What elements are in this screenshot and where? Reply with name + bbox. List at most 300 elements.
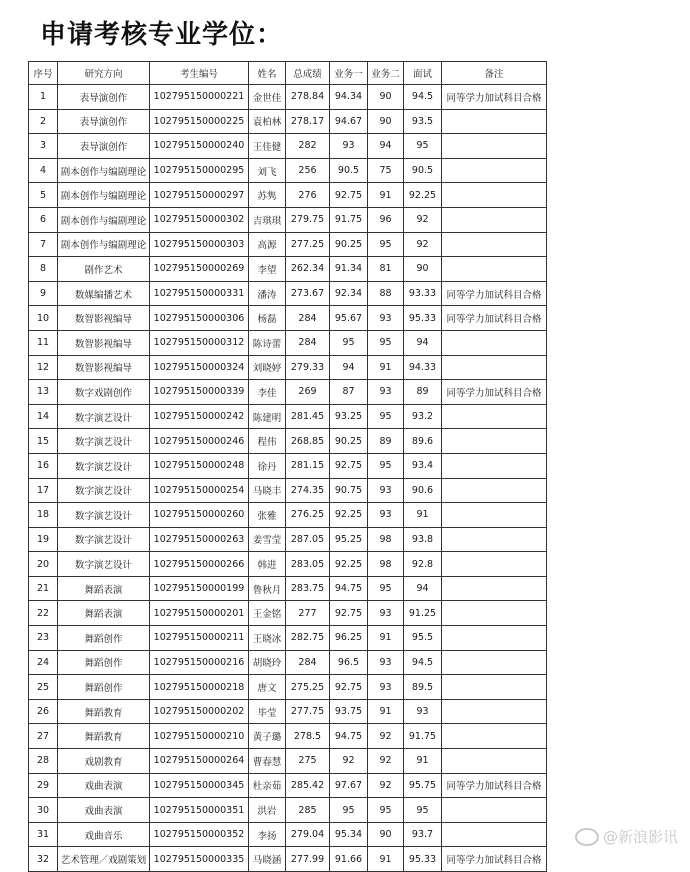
cell-candidate-id: 102795150000303: [150, 232, 249, 257]
table-row: [29, 306, 547, 331]
cell-total-score: 284: [286, 330, 330, 355]
header-remark: 备注: [442, 62, 547, 85]
header-name: 姓名: [249, 62, 286, 85]
cell-name: 徐丹: [249, 453, 286, 478]
watermark: [575, 826, 678, 847]
cell-remark: 同等学力加试科目合格: [442, 306, 547, 331]
cell-total-score: 281.45: [286, 404, 330, 429]
cell-total-score: 277.99: [286, 847, 330, 872]
cell-total-score: 284: [286, 306, 330, 331]
cell-total-score: 273.67: [286, 281, 330, 306]
cell-direction: 艺术管理／戏剧策划: [58, 847, 150, 872]
cell-index: 11: [29, 330, 58, 355]
cell-index: 27: [29, 724, 58, 749]
cell-remark: 同等学力加试科目合格: [442, 847, 547, 872]
cell-candidate-id: 102795150000324: [150, 355, 249, 380]
cell-interview: 93.7: [404, 822, 442, 847]
cell-remark: 同等学力加试科目合格: [442, 380, 547, 405]
cell-direction: 剧本创作与编剧理论: [58, 158, 150, 183]
cell-interview: 93.5: [404, 109, 442, 134]
cell-subject-one: 90.25: [330, 429, 368, 454]
cell-subject-one: 91.75: [330, 207, 368, 232]
cell-direction: 剧本创作与编剧理论: [58, 207, 150, 232]
cell-name: 李扬: [249, 822, 286, 847]
cell-remark: [442, 699, 547, 724]
cell-index: 12: [29, 355, 58, 380]
table-row: [29, 749, 547, 774]
cell-subject-two: 96: [368, 207, 404, 232]
cell-name: 曹春慧: [249, 749, 286, 774]
cell-subject-two: 90: [368, 109, 404, 134]
cell-candidate-id: 102795150000335: [150, 847, 249, 872]
cell-subject-two: 91: [368, 699, 404, 724]
cell-interview: 91.25: [404, 601, 442, 626]
cell-candidate-id: 102795150000266: [150, 552, 249, 577]
cell-subject-two: 93: [368, 306, 404, 331]
cell-total-score: 285.42: [286, 773, 330, 798]
cell-subject-two: 95: [368, 404, 404, 429]
cell-index: 14: [29, 404, 58, 429]
cell-interview: 92.8: [404, 552, 442, 577]
cell-subject-two: 93: [368, 503, 404, 528]
cell-subject-one: 92.34: [330, 281, 368, 306]
cell-subject-two: 92: [368, 773, 404, 798]
cell-interview: 94: [404, 576, 442, 601]
cell-name: 张雅: [249, 503, 286, 528]
cell-candidate-id: 102795150000339: [150, 380, 249, 405]
cell-interview: 93: [404, 699, 442, 724]
cell-index: 5: [29, 183, 58, 208]
cell-subject-two: 93: [368, 478, 404, 503]
cell-interview: 91: [404, 749, 442, 774]
cell-subject-one: 87: [330, 380, 368, 405]
cell-name: 胡晓玲: [249, 650, 286, 675]
table-row: [29, 109, 547, 134]
cell-total-score: 277.25: [286, 232, 330, 257]
cell-direction: 数智影视编导: [58, 355, 150, 380]
cell-candidate-id: 102795150000242: [150, 404, 249, 429]
table-row: [29, 798, 547, 823]
cell-index: 13: [29, 380, 58, 405]
cell-total-score: 283.75: [286, 576, 330, 601]
cell-total-score: 276: [286, 183, 330, 208]
cell-subject-two: 81: [368, 257, 404, 282]
header-subject-one: 业务一: [330, 62, 368, 85]
cell-name: 程伟: [249, 429, 286, 454]
cell-interview: 92: [404, 232, 442, 257]
cell-interview: 95.75: [404, 773, 442, 798]
cell-remark: [442, 207, 547, 232]
cell-candidate-id: 102795150000352: [150, 822, 249, 847]
cell-subject-one: 94.75: [330, 724, 368, 749]
cell-subject-one: 92: [330, 749, 368, 774]
cell-candidate-id: 102795150000211: [150, 626, 249, 651]
cell-candidate-id: 102795150000306: [150, 306, 249, 331]
cell-subject-one: 92.25: [330, 552, 368, 577]
cell-subject-two: 95: [368, 330, 404, 355]
cell-index: 4: [29, 158, 58, 183]
table-row: [29, 183, 547, 208]
cell-subject-one: 95.25: [330, 527, 368, 552]
cell-total-score: 262.34: [286, 257, 330, 282]
cell-subject-two: 93: [368, 675, 404, 700]
table-row: [29, 232, 547, 257]
cell-subject-one: 94.75: [330, 576, 368, 601]
cell-name: 黄子璐: [249, 724, 286, 749]
cell-interview: 92.25: [404, 183, 442, 208]
cell-name: 杨磊: [249, 306, 286, 331]
cell-interview: 95: [404, 134, 442, 159]
cell-interview: 93.2: [404, 404, 442, 429]
cell-total-score: 269: [286, 380, 330, 405]
cell-direction: 戏曲表演: [58, 773, 150, 798]
cell-subject-one: 97.67: [330, 773, 368, 798]
cell-direction: 舞蹈创作: [58, 675, 150, 700]
cell-remark: [442, 601, 547, 626]
cell-direction: 数智影视编导: [58, 330, 150, 355]
cell-subject-one: 95: [330, 330, 368, 355]
cell-interview: 95.33: [404, 847, 442, 872]
cell-total-score: 276.25: [286, 503, 330, 528]
cell-direction: 表导演创作: [58, 134, 150, 159]
cell-subject-one: 95.67: [330, 306, 368, 331]
cell-total-score: 279.04: [286, 822, 330, 847]
cell-candidate-id: 102795150000345: [150, 773, 249, 798]
cell-subject-two: 95: [368, 798, 404, 823]
cell-name: 潘涛: [249, 281, 286, 306]
cell-subject-two: 89: [368, 429, 404, 454]
cell-candidate-id: 102795150000295: [150, 158, 249, 183]
cell-index: 9: [29, 281, 58, 306]
cell-interview: 89.5: [404, 675, 442, 700]
table-row: [29, 699, 547, 724]
header-interview: 面试: [404, 62, 442, 85]
cell-remark: [442, 109, 547, 134]
cell-interview: 94: [404, 330, 442, 355]
cell-direction: 剧本创作与编剧理论: [58, 183, 150, 208]
cell-total-score: 275: [286, 749, 330, 774]
cell-remark: [442, 232, 547, 257]
cell-total-score: 282: [286, 134, 330, 159]
table-header-row: [29, 62, 547, 85]
cell-total-score: 278.84: [286, 85, 330, 110]
cell-candidate-id: 102795150000260: [150, 503, 249, 528]
cell-direction: 数智影视编导: [58, 306, 150, 331]
cell-candidate-id: 102795150000240: [150, 134, 249, 159]
cell-name: 高源: [249, 232, 286, 257]
cell-name: 毕莹: [249, 699, 286, 724]
cell-index: 7: [29, 232, 58, 257]
cell-subject-two: 95: [368, 576, 404, 601]
cell-subject-two: 93: [368, 601, 404, 626]
cell-subject-two: 95: [368, 232, 404, 257]
cell-index: 22: [29, 601, 58, 626]
table-row: [29, 822, 547, 847]
cell-direction: 舞蹈表演: [58, 576, 150, 601]
cell-total-score: 279.33: [286, 355, 330, 380]
cell-total-score: 256: [286, 158, 330, 183]
cell-index: 16: [29, 453, 58, 478]
cell-name: 王晓冰: [249, 626, 286, 651]
cell-name: 王佳健: [249, 134, 286, 159]
cell-subject-one: 92.25: [330, 503, 368, 528]
cell-candidate-id: 102795150000202: [150, 699, 249, 724]
cell-interview: 90.6: [404, 478, 442, 503]
header-index: 序号: [29, 62, 58, 85]
cell-remark: [442, 453, 547, 478]
header-subject-two: 业务二: [368, 62, 404, 85]
cell-remark: [442, 576, 547, 601]
cell-candidate-id: 102795150000297: [150, 183, 249, 208]
cell-candidate-id: 102795150000248: [150, 453, 249, 478]
table-row: [29, 404, 547, 429]
cell-remark: [442, 626, 547, 651]
cell-interview: 91.75: [404, 724, 442, 749]
cell-remark: [442, 822, 547, 847]
cell-total-score: 285: [286, 798, 330, 823]
cell-total-score: 274.35: [286, 478, 330, 503]
cell-name: 刘晓婷: [249, 355, 286, 380]
cell-name: 陈建明: [249, 404, 286, 429]
cell-total-score: 279.75: [286, 207, 330, 232]
cell-remark: [442, 355, 547, 380]
cell-direction: 数字演艺设计: [58, 478, 150, 503]
cell-candidate-id: 102795150000254: [150, 478, 249, 503]
cell-direction: 数字演艺设计: [58, 527, 150, 552]
cell-candidate-id: 102795150000221: [150, 85, 249, 110]
cell-interview: 90.5: [404, 158, 442, 183]
cell-interview: 95.33: [404, 306, 442, 331]
cell-subject-one: 90.5: [330, 158, 368, 183]
cell-name: 韩进: [249, 552, 286, 577]
cell-direction: 戏曲音乐: [58, 822, 150, 847]
table-row: [29, 330, 547, 355]
cell-direction: 舞蹈创作: [58, 626, 150, 651]
table-row: [29, 601, 547, 626]
table-row: [29, 134, 547, 159]
cell-index: 2: [29, 109, 58, 134]
cell-subject-one: 95: [330, 798, 368, 823]
cell-index: 8: [29, 257, 58, 282]
cell-name: 刘飞: [249, 158, 286, 183]
cell-remark: [442, 724, 547, 749]
cell-index: 31: [29, 822, 58, 847]
cell-interview: 93.33: [404, 281, 442, 306]
cell-total-score: 281.15: [286, 453, 330, 478]
cell-name: 苏隽: [249, 183, 286, 208]
cell-subject-one: 93.25: [330, 404, 368, 429]
table-row: [29, 626, 547, 651]
cell-index: 28: [29, 749, 58, 774]
table-row: [29, 281, 547, 306]
table-row: [29, 85, 547, 110]
cell-subject-two: 75: [368, 158, 404, 183]
cell-direction: 舞蹈创作: [58, 650, 150, 675]
cell-subject-one: 92.75: [330, 453, 368, 478]
cell-name: 吉琪琪: [249, 207, 286, 232]
cell-subject-two: 93: [368, 650, 404, 675]
cell-subject-one: 96.25: [330, 626, 368, 651]
cell-index: 6: [29, 207, 58, 232]
cell-subject-one: 90.25: [330, 232, 368, 257]
cell-interview: 90: [404, 257, 442, 282]
cell-index: 23: [29, 626, 58, 651]
weibo-logo-icon: [575, 828, 599, 846]
cell-subject-two: 92: [368, 749, 404, 774]
cell-total-score: 275.25: [286, 675, 330, 700]
cell-name: 鲁秋月: [249, 576, 286, 601]
cell-direction: 数字演艺设计: [58, 552, 150, 577]
cell-total-score: 268.85: [286, 429, 330, 454]
cell-candidate-id: 102795150000264: [150, 749, 249, 774]
cell-name: 马晓涵: [249, 847, 286, 872]
cell-candidate-id: 102795150000225: [150, 109, 249, 134]
cell-name: 李望: [249, 257, 286, 282]
cell-index: 29: [29, 773, 58, 798]
cell-direction: 数字戏剧创作: [58, 380, 150, 405]
cell-name: 袁柏林: [249, 109, 286, 134]
cell-subject-two: 90: [368, 85, 404, 110]
cell-remark: [442, 478, 547, 503]
cell-candidate-id: 102795150000312: [150, 330, 249, 355]
cell-direction: 数媒编播艺术: [58, 281, 150, 306]
cell-total-score: 277.75: [286, 699, 330, 724]
cell-remark: 同等学力加试科目合格: [442, 85, 547, 110]
cell-total-score: 277: [286, 601, 330, 626]
cell-index: 10: [29, 306, 58, 331]
cell-remark: [442, 749, 547, 774]
table-row: [29, 847, 547, 872]
cell-index: 20: [29, 552, 58, 577]
page-title: 申请考核专业学位：: [40, 20, 284, 50]
cell-interview: 93.8: [404, 527, 442, 552]
cell-remark: [442, 650, 547, 675]
cell-direction: 剧本创作与编剧理论: [58, 232, 150, 257]
cell-total-score: 284: [286, 650, 330, 675]
cell-remark: [442, 798, 547, 823]
cell-direction: 戏曲表演: [58, 798, 150, 823]
cell-direction: 表导演创作: [58, 109, 150, 134]
admission-table: [28, 61, 547, 872]
cell-subject-one: 93: [330, 134, 368, 159]
cell-subject-two: 91: [368, 183, 404, 208]
cell-remark: 同等学力加试科目合格: [442, 773, 547, 798]
cell-subject-two: 90: [368, 822, 404, 847]
cell-candidate-id: 102795150000351: [150, 798, 249, 823]
cell-subject-one: 92.75: [330, 183, 368, 208]
table-row: [29, 453, 547, 478]
cell-interview: 89: [404, 380, 442, 405]
cell-remark: [442, 503, 547, 528]
cell-index: 30: [29, 798, 58, 823]
cell-subject-two: 88: [368, 281, 404, 306]
cell-total-score: 278.5: [286, 724, 330, 749]
cell-index: 1: [29, 85, 58, 110]
cell-subject-two: 94: [368, 134, 404, 159]
cell-subject-two: 91: [368, 355, 404, 380]
cell-candidate-id: 102795150000218: [150, 675, 249, 700]
cell-index: 25: [29, 675, 58, 700]
cell-total-score: 283.05: [286, 552, 330, 577]
table-row: [29, 478, 547, 503]
cell-name: 李佳: [249, 380, 286, 405]
cell-subject-two: 98: [368, 552, 404, 577]
cell-subject-two: 91: [368, 626, 404, 651]
cell-name: 杜亲茹: [249, 773, 286, 798]
cell-direction: 数字演艺设计: [58, 453, 150, 478]
cell-remark: [442, 330, 547, 355]
table-row: [29, 724, 547, 749]
cell-subject-one: 93.75: [330, 699, 368, 724]
cell-total-score: 278.17: [286, 109, 330, 134]
cell-subject-one: 94.34: [330, 85, 368, 110]
cell-candidate-id: 102795150000199: [150, 576, 249, 601]
table-row: [29, 527, 547, 552]
cell-subject-one: 96.5: [330, 650, 368, 675]
cell-candidate-id: 102795150000269: [150, 257, 249, 282]
cell-candidate-id: 102795150000263: [150, 527, 249, 552]
cell-remark: [442, 527, 547, 552]
cell-name: 姜雪莹: [249, 527, 286, 552]
cell-subject-one: 91.34: [330, 257, 368, 282]
cell-candidate-id: 102795150000210: [150, 724, 249, 749]
table-row: [29, 552, 547, 577]
cell-subject-two: 92: [368, 724, 404, 749]
cell-name: 王金铭: [249, 601, 286, 626]
cell-remark: [442, 257, 547, 282]
cell-index: 24: [29, 650, 58, 675]
cell-total-score: 282.75: [286, 626, 330, 651]
cell-remark: [442, 552, 547, 577]
cell-direction: 数字演艺设计: [58, 404, 150, 429]
header-total-score: 总成绩: [286, 62, 330, 85]
cell-interview: 95: [404, 798, 442, 823]
table-row: [29, 429, 547, 454]
cell-subject-two: 95: [368, 453, 404, 478]
cell-direction: 戏剧教育: [58, 749, 150, 774]
cell-index: 15: [29, 429, 58, 454]
cell-total-score: 287.05: [286, 527, 330, 552]
cell-subject-one: 92.75: [330, 675, 368, 700]
cell-interview: 94.33: [404, 355, 442, 380]
cell-subject-two: 98: [368, 527, 404, 552]
cell-subject-one: 92.75: [330, 601, 368, 626]
cell-interview: 93.4: [404, 453, 442, 478]
cell-candidate-id: 102795150000201: [150, 601, 249, 626]
cell-remark: 同等学力加试科目合格: [442, 281, 547, 306]
table-row: [29, 773, 547, 798]
cell-candidate-id: 102795150000246: [150, 429, 249, 454]
cell-remark: [442, 134, 547, 159]
cell-index: 32: [29, 847, 58, 872]
cell-direction: 表导演创作: [58, 85, 150, 110]
cell-subject-one: 90.75: [330, 478, 368, 503]
cell-name: 陈诗蕾: [249, 330, 286, 355]
cell-direction: 舞蹈表演: [58, 601, 150, 626]
table-row: [29, 650, 547, 675]
header-candidate-id: 考生编号: [150, 62, 249, 85]
cell-index: 17: [29, 478, 58, 503]
cell-candidate-id: 102795150000331: [150, 281, 249, 306]
cell-interview: 92: [404, 207, 442, 232]
cell-candidate-id: 102795150000302: [150, 207, 249, 232]
cell-remark: [442, 404, 547, 429]
cell-remark: [442, 158, 547, 183]
cell-name: 唐文: [249, 675, 286, 700]
cell-name: 马晓丰: [249, 478, 286, 503]
cell-subject-two: 93: [368, 380, 404, 405]
cell-subject-one: 95.34: [330, 822, 368, 847]
